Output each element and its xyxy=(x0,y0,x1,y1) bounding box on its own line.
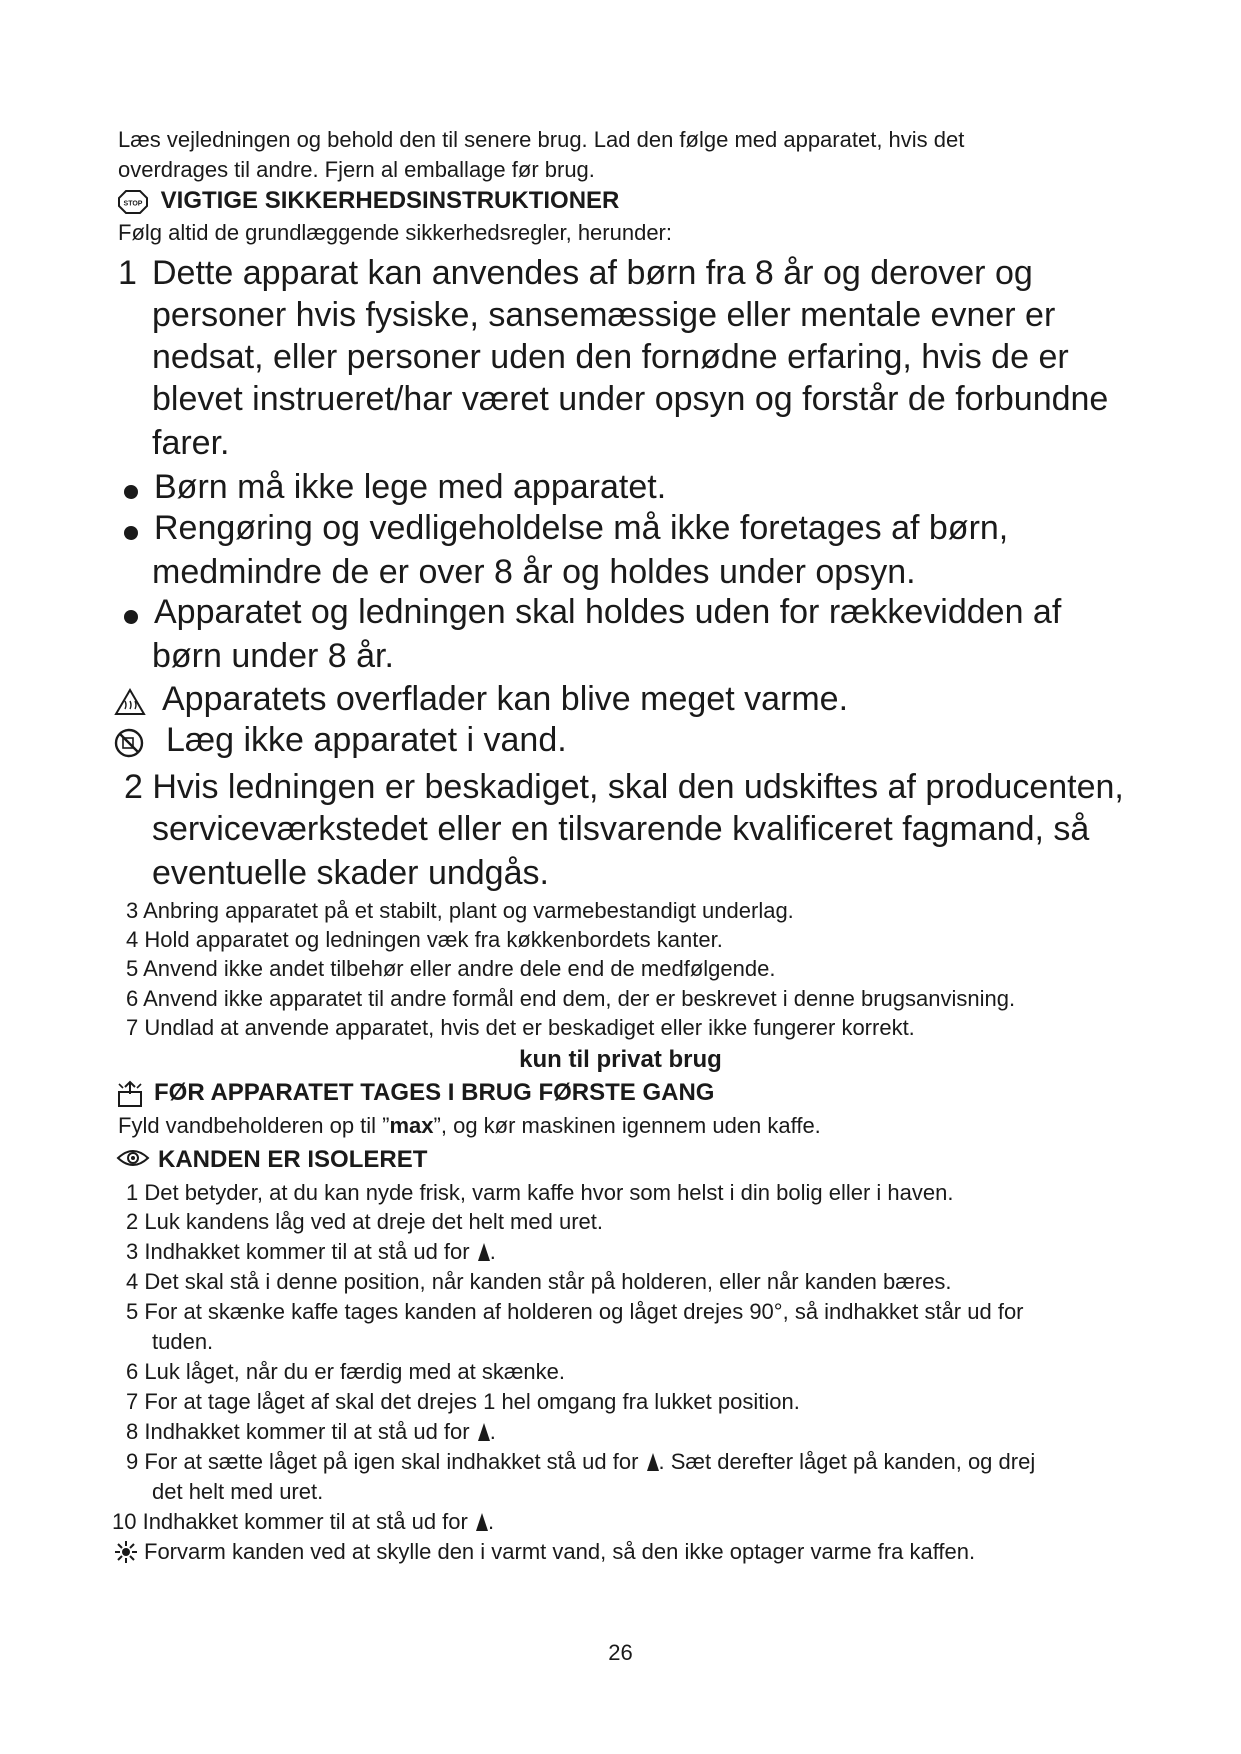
jug-item-3-text: 3 Indhakket kommer til at stå ud for xyxy=(126,1239,470,1264)
page-number: 26 xyxy=(608,1640,633,1665)
first-use-text-after: ”, og kør maskinen igennem uden kaffe. xyxy=(433,1113,821,1138)
jug-item-9-text: 9 For at sætte låget på igen skal indhakket stå ud for xyxy=(126,1449,639,1474)
jug-item-8-text: 8 Indhakket kommer til at stå ud for xyxy=(126,1419,470,1444)
jug-item-10 xyxy=(112,1509,494,1535)
jug-item-6: 6 Luk låget, når du er færdig med at skænke. xyxy=(126,1359,566,1384)
stop-icon xyxy=(118,190,148,214)
notch-arrow-icon xyxy=(647,1453,659,1471)
safety-heading: VIGTIGE SIKKERHEDSINSTRUKTIONER xyxy=(160,187,620,214)
no-water-warning: Læg ikke apparatet i vand. xyxy=(166,721,567,759)
jug-item-9-line-1 xyxy=(126,1449,1035,1475)
jug-item-5-line-1: 5 For at skænke kaffe tages kanden af holderen og låget drejes 90°, så indhakket står ud for xyxy=(126,1299,1024,1324)
item1-line-4: blevet instrueret/har været under opsyn og forstår de forbundne xyxy=(152,380,1109,418)
tip-sun-icon xyxy=(114,1540,138,1564)
bullet-2-line-1: Rengøring og vedligeholdelse må ikke foretages af børn, xyxy=(154,509,1009,547)
jug-item-5-line-2: tuden. xyxy=(152,1329,214,1354)
bullet-dot-1 xyxy=(124,485,138,499)
safety-subtitle: Følg altid de grundlæggende sikkerhedsregler, herunder: xyxy=(118,220,672,245)
stop-icon-label: STOP xyxy=(123,200,143,208)
jug-item-4: 4 Det skal stå i denne position, når kanden står på holderen, eller når kanden bæres. xyxy=(126,1269,952,1294)
jug-item-3-period: . xyxy=(489,1239,496,1264)
bullet-dot-3 xyxy=(124,610,138,624)
item-7: 7 Undlad at anvende apparatet, hvis det er beskadiget eller ikke fungerer korrekt. xyxy=(126,1015,915,1040)
item2-line-3: eventuelle skader undgås. xyxy=(152,854,549,892)
notch-arrow-icon xyxy=(476,1513,488,1531)
item1-line-2: personer hvis fysiske, sansemæssige eller mentale evner er xyxy=(152,296,1056,334)
item1-line-3: nedsat, eller personer uden den fornødne erfaring, hvis de er xyxy=(152,338,1069,376)
first-use-text-before: Fyld vandbeholderen op til ” xyxy=(118,1113,390,1138)
intro-line-2: overdrages til andre. Fjern al emballage før brug. xyxy=(118,157,595,182)
jug-item-3 xyxy=(126,1239,496,1265)
item1-number: 1 xyxy=(118,254,137,292)
hot-surface-warning-icon xyxy=(114,688,146,716)
jug-item-8 xyxy=(126,1419,496,1445)
first-use-icon xyxy=(116,1080,144,1108)
jug-heading: KANDEN ER ISOLERET xyxy=(158,1146,428,1173)
eye-icon xyxy=(116,1147,150,1169)
jug-item-2: 2 Luk kandens låg ved at dreje det helt med uret. xyxy=(126,1209,603,1234)
jug-item-10-text: 10 Indhakket kommer til at stå ud for xyxy=(112,1509,468,1534)
item1-line-5: farer. xyxy=(152,424,230,462)
no-immersion-icon xyxy=(114,728,144,758)
bullet-3-line-2: børn under 8 år. xyxy=(152,637,394,675)
item-4: 4 Hold apparatet og ledningen væk fra køkkenbordets kanter. xyxy=(126,927,723,952)
jug-item-7: 7 For at tage låget af skal det drejes 1 hel omgang fra lukket position. xyxy=(126,1389,800,1414)
item-6: 6 Anvend ikke apparatet til andre formål end dem, der er beskrevet i denne brugsanvisning. xyxy=(126,986,1016,1011)
jug-item-9-text-after: . Sæt derefter låget på kanden, og drej xyxy=(658,1449,1036,1474)
safety-heading-row xyxy=(118,187,619,215)
jug-item-10-period: . xyxy=(487,1509,495,1534)
bullet-3-line-1: Apparatet og ledningen skal holdes uden for rækkevidden af xyxy=(154,593,1062,631)
item2-line-2: serviceværkstedet eller en tilsvarende kvalificeret fagmand, så xyxy=(152,810,1090,848)
private-use-note: kun til privat brug xyxy=(519,1046,722,1073)
first-use-text-max: max xyxy=(389,1113,434,1138)
item-3: 3 Anbring apparatet på et stabilt, plant og varmebestandigt underlag. xyxy=(126,898,794,923)
item-5: 5 Anvend ikke andet tilbehør eller andre dele end de medfølgende. xyxy=(126,956,776,981)
bullet-1: Børn må ikke lege med apparatet. xyxy=(154,468,667,506)
item2-line-1: 2 Hvis ledningen er beskadiget, skal den udskiftes af producenten, xyxy=(124,768,1124,806)
jug-item-8-period: . xyxy=(489,1419,496,1444)
jug-item-1: 1 Det betyder, at du kan nyde frisk, varm kaffe hvor som helst i din bolig eller i haven. xyxy=(126,1180,954,1205)
bullet-dot-2 xyxy=(124,526,138,540)
intro-line-1: Læs vejledningen og behold den til senere brug. Lad den følge med apparatet, hvis det xyxy=(118,127,965,152)
first-use-heading: FØR APPARATET TAGES I BRUG FØRSTE GANG xyxy=(154,1079,715,1106)
jug-item-9-line-2: det helt med uret. xyxy=(152,1479,324,1504)
bullet-2-line-2: medmindre de er over 8 år og holdes under opsyn. xyxy=(152,553,916,591)
notch-arrow-icon xyxy=(478,1243,490,1261)
first-use-text xyxy=(118,1113,821,1139)
item1-line-1: Dette apparat kan anvendes af børn fra 8 år og derover og xyxy=(152,254,1033,292)
preheat-tip: Forvarm kanden ved at skylle den i varmt vand, så den ikke optager varme fra kaffen. xyxy=(144,1539,976,1564)
hot-surface-warning: Apparatets overflader kan blive meget varme. xyxy=(162,680,849,718)
notch-arrow-icon xyxy=(478,1423,490,1441)
